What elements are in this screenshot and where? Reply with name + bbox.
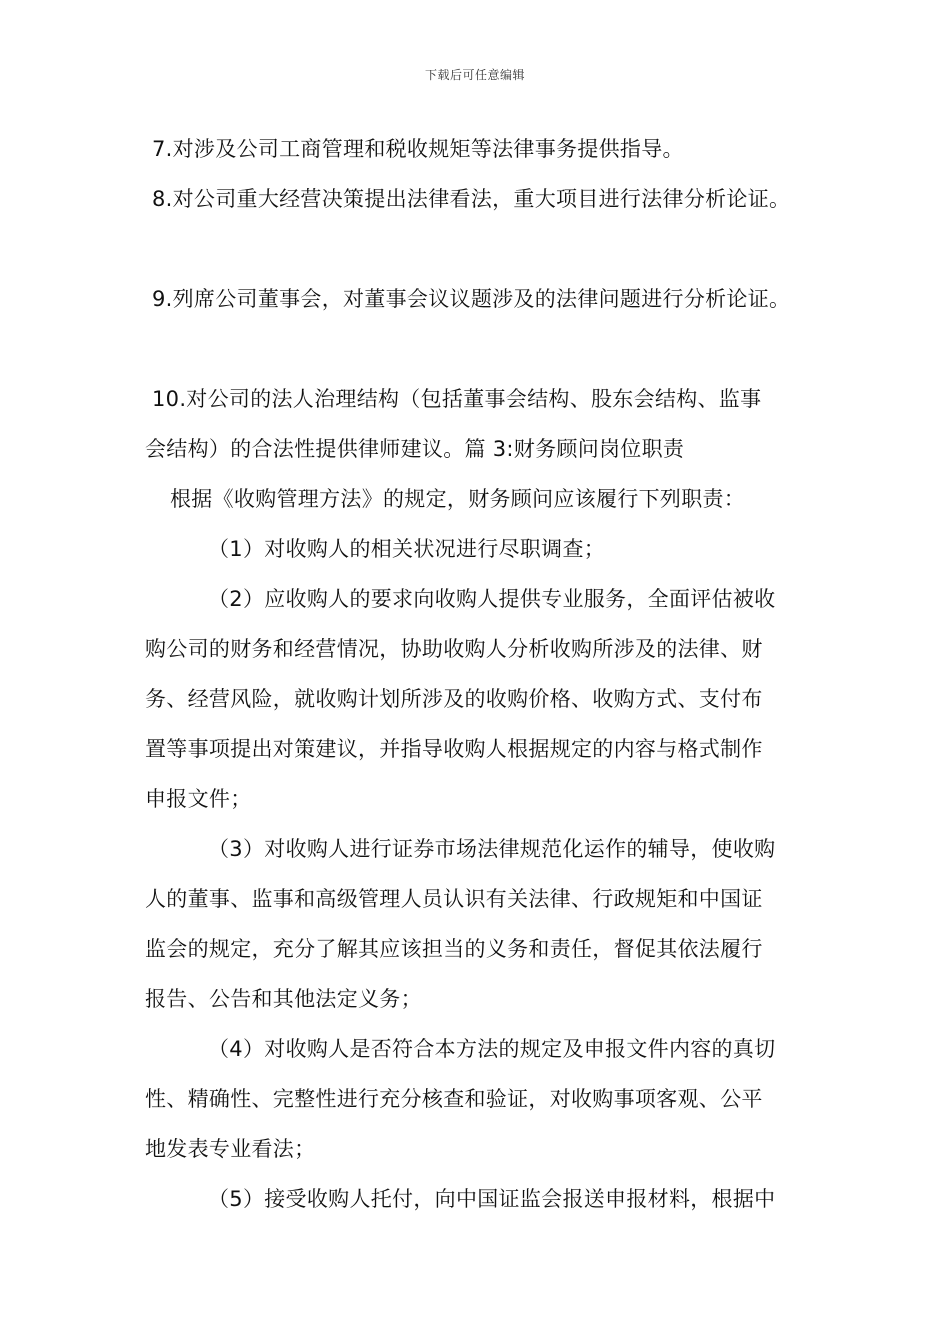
duty-3-line-2: 人的董事、监事和高级管理人员认识有关法律、行政规矩和中国证 bbox=[145, 887, 763, 911]
paragraph-intro: 根据《收购管理方法》的规定，财务顾问应该履行下列职责： bbox=[170, 487, 746, 511]
paragraph-item-10: 10.对公司的法人治理结构（包括董事会结构、股东会结构、监事 bbox=[152, 387, 762, 411]
duty-3-line-4: 报告、公告和其他法定义务； bbox=[145, 987, 422, 1011]
duty-4-line-3: 地发表专业看法； bbox=[145, 1137, 316, 1161]
duty-3-line-3: 监会的规定，充分了解其应该担当的义务和责任，督促其依法履行 bbox=[145, 937, 763, 961]
paragraph-item-9: 9.列席公司董事会，对董事会议议题涉及的法律问题进行分析论证。 bbox=[152, 287, 791, 311]
duty-2-line-3: 务、经营风险，就收购计划所涉及的收购价格、收购方式、支付布 bbox=[145, 687, 763, 711]
duty-1: （1）对收购人的相关状况进行尽职调查； bbox=[208, 537, 606, 561]
duty-4-line-1: （4）对收购人是否符合本方法的规定及申报文件内容的真切 bbox=[208, 1037, 776, 1061]
duty-2-line-5: 申报文件； bbox=[145, 787, 252, 811]
paragraph-item-7: 7.对涉及公司工商管理和税收规矩等法律事务提供指导。 bbox=[152, 137, 684, 161]
duty-3-line-1: （3）对收购人进行证券市场法律规范化运作的辅导，使收购 bbox=[208, 837, 776, 861]
duty-5-line-1: （5）接受收购人托付，向中国证监会报送申报材料，根据中 bbox=[208, 1187, 776, 1211]
duty-2-line-1: （2）应收购人的要求向收购人提供专业服务，全面评估被收 bbox=[208, 587, 776, 611]
paragraph-item-8: 8.对公司重大经营决策提出法律看法，重大项目进行法律分析论证。 bbox=[152, 187, 791, 211]
duty-2-line-2: 购公司的财务和经营情况，协助收购人分析收购所涉及的法律、财 bbox=[145, 637, 763, 661]
paragraph-item-10-continued: 会结构）的合法性提供律师建议。篇 3:财务顾问岗位职责 bbox=[145, 437, 685, 461]
page-header: 下载后可任意编辑 bbox=[424, 68, 525, 82]
duty-2-line-4: 置等事项提出对策建议，并指导收购人根据规定的内容与格式制作 bbox=[145, 737, 763, 761]
duty-4-line-2: 性、精确性、完整性进行充分核查和验证，对收购事项客观、公平 bbox=[145, 1087, 763, 1111]
